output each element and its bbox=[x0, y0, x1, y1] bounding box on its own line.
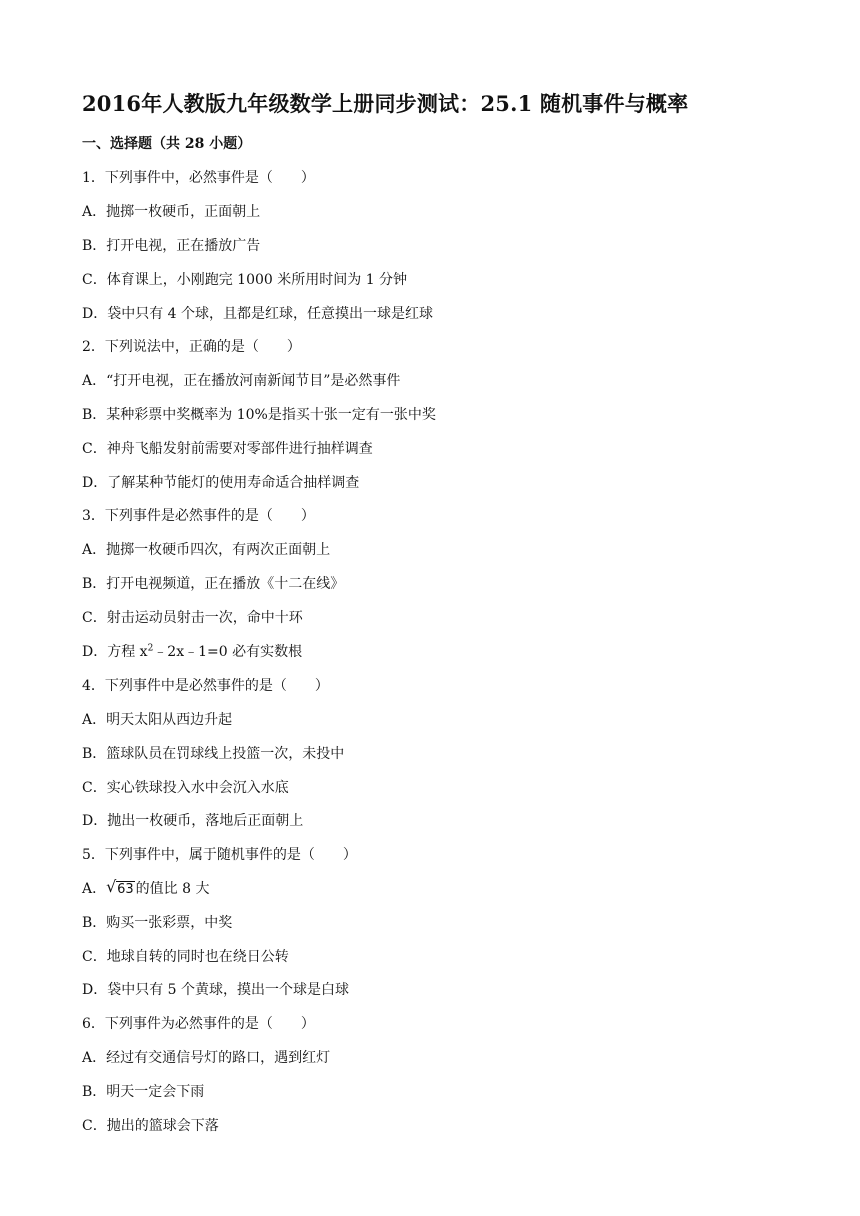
square-root-expression bbox=[106, 879, 135, 900]
question-1-stem: 1．下列事件中，必然事件是（ ） bbox=[82, 170, 315, 186]
question-3-option-a: A．抛掷一枚硬币四次，有两次正面朝上 bbox=[82, 542, 331, 558]
section-heading: 一、选择题（共 28 小题） bbox=[82, 136, 252, 152]
option-d-suffix: ﹣2x﹣1=0 必有实数根 bbox=[153, 644, 303, 660]
question-4-option-d: D．抛出一枚硬币，落地后正面朝上 bbox=[82, 813, 304, 829]
question-3-option-c: C．射击运动员射击一次，命中十环 bbox=[82, 610, 303, 626]
page-title: 2016年人教版九年级数学上册同步测试：25.1 随机事件与概率 bbox=[82, 91, 689, 116]
question-5-option-c: C．地球自转的同时也在绕日公转 bbox=[82, 949, 289, 965]
question-5-option-a bbox=[82, 879, 209, 900]
radical-sign: √ bbox=[106, 877, 117, 896]
question-5-option-b: B．购买一张彩票，中奖 bbox=[82, 915, 233, 931]
question-1-option-b: B．打开电视，正在播放广告 bbox=[82, 238, 261, 254]
question-2-option-b: B．某种彩票中奖概率为 10%是指买十张一定有一张中奖 bbox=[82, 407, 436, 423]
radicand: 63 bbox=[117, 882, 134, 897]
question-6-stem: 6．下列事件为必然事件的是（ ） bbox=[82, 1016, 315, 1032]
question-4-option-c: C．实心铁球投入水中会沉入水底 bbox=[82, 780, 289, 796]
question-3-option-d bbox=[82, 642, 302, 662]
option-d-prefix: D．方程 x bbox=[82, 644, 148, 660]
question-6-option-c: C．抛出的篮球会下落 bbox=[82, 1118, 219, 1134]
question-1-option-d: D．袋中只有 4 个球，且都是红球，任意摸出一球是红球 bbox=[82, 306, 434, 322]
question-3-stem: 3．下列事件是必然事件的是（ ） bbox=[82, 508, 315, 524]
question-1-option-a: A．抛掷一枚硬币，正面朝上 bbox=[82, 204, 261, 220]
question-2-option-c: C．神舟飞船发射前需要对零部件进行抽样调查 bbox=[82, 441, 373, 457]
question-2-stem: 2．下列说法中，正确的是（ ） bbox=[82, 339, 301, 355]
question-6-option-a: A．经过有交通信号灯的路口，遇到红灯 bbox=[82, 1050, 331, 1066]
question-4-option-b: B．篮球队员在罚球线上投篮一次，未投中 bbox=[82, 746, 345, 762]
question-2-option-d: D．了解某种节能灯的使用寿命适合抽样调查 bbox=[82, 475, 360, 491]
question-6-option-b: B．明天一定会下雨 bbox=[82, 1084, 205, 1100]
question-5-stem: 5．下列事件中，属于随机事件的是（ ） bbox=[82, 847, 357, 863]
question-3-option-b: B．打开电视频道，正在播放《十二在线》 bbox=[82, 576, 345, 592]
option-a-suffix: 的值比 8 大 bbox=[135, 881, 210, 897]
question-4-option-a: A．明天太阳从西边升起 bbox=[82, 712, 233, 728]
option-a-prefix: A． bbox=[82, 881, 107, 897]
question-5-option-d: D．袋中只有 5 个黄球，摸出一个球是白球 bbox=[82, 982, 350, 998]
question-2-option-a: A．“打开电视，正在播放河南新闻节目”是必然事件 bbox=[82, 373, 401, 389]
exponent: 2 bbox=[147, 643, 154, 654]
question-4-stem: 4．下列事件中是必然事件的是（ ） bbox=[82, 678, 329, 694]
question-1-option-c: C．体育课上，小刚跑完 1000 米所用时间为 1 分钟 bbox=[82, 272, 408, 288]
